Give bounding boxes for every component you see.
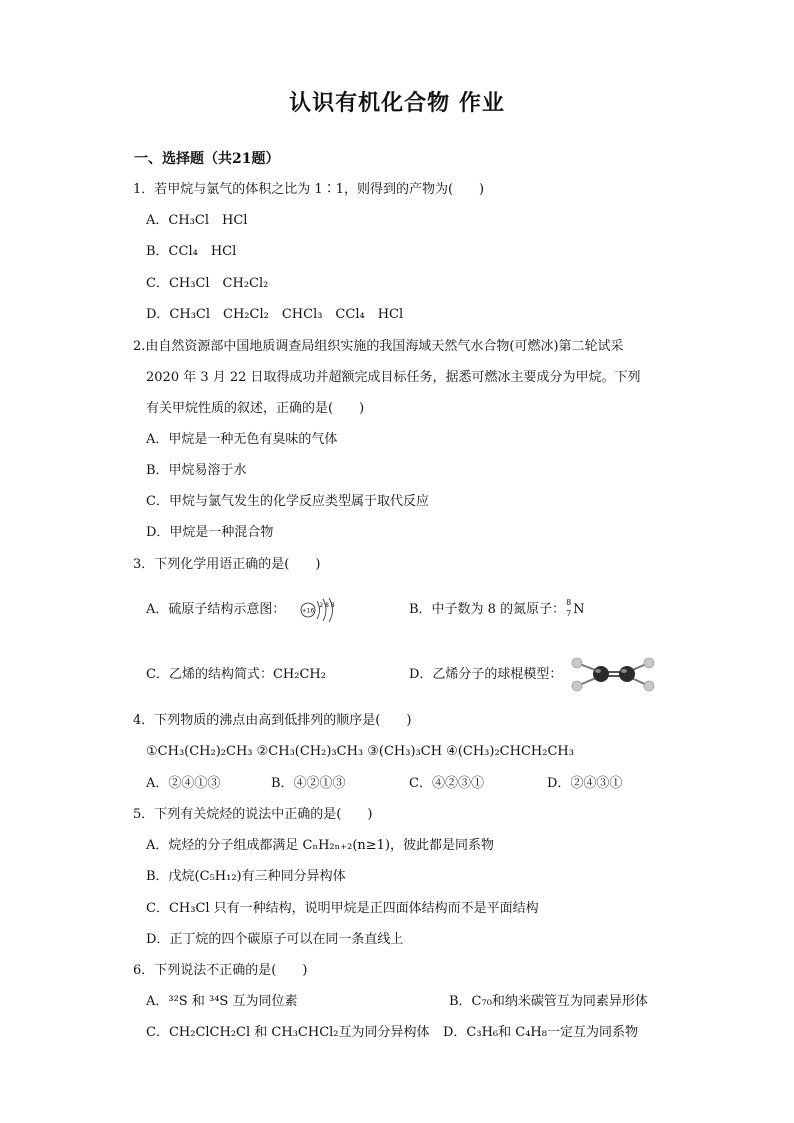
ethene-ball-stick-model-icon (569, 653, 659, 695)
question-6-option-a: A．³²S 和 ³⁴S 互为同位素 (146, 994, 298, 1009)
question-2-option-d: D．甲烷是一种混合物 (146, 525, 274, 540)
question-1-option-c: C．CH₃Cl CH₂Cl₂ (146, 276, 269, 291)
carbon-highlight (595, 669, 601, 673)
question-2-option-b: B．甲烷易溶于水 (146, 463, 247, 478)
question-5-stem: 5．下列有关烷烃的说法中正确的是( ) (133, 807, 373, 822)
question-3-option-a: A．硫原子结构示意图： (146, 602, 286, 617)
question-2-line-1: 2.由自然资源部中国地质调查局组织实施的我国海域天然气水合物(可燃冰)第二轮试采 (133, 339, 624, 354)
hydrogen-ball (572, 681, 582, 691)
question-2-option-a: A．甲烷是一种无色有臭味的气体 (146, 432, 338, 447)
question-1-option-b: B．CCl₄ HCl (146, 244, 237, 259)
question-4-option-b: B．④②①③ (271, 776, 346, 791)
question-2-line-3: 有关甲烷性质的叙述，正确的是( ) (146, 401, 365, 416)
nuclide-notation (565, 598, 573, 618)
question-4-option-a: A．②④①③ (146, 776, 221, 791)
question-6-option-d: D．C₃H₆和 C₄H₈一定互为同系物 (443, 1025, 638, 1040)
shell-electrons: 2 8 8 (319, 602, 335, 609)
question-1-stem: 1．若甲烷与氯气的体积之比为 1∶1，则得到的产物为( ) (133, 182, 485, 197)
carbon-highlight (621, 669, 627, 673)
element-symbol: N (573, 602, 585, 617)
question-5-option-a: A．烷烃的分子组成都满足 CₙH₂ₙ₊₂(n≥1)，彼此都是同系物 (146, 838, 495, 853)
question-5-option-c: C．CH₃Cl 只有一种结构，说明甲烷是正四面体结构而不是平面结构 (146, 901, 539, 916)
question-1-option-d: D．CH₃Cl CH₂Cl₂ CHCl₃ CCl₄ HCl (146, 307, 404, 322)
question-1-option-a: A．CH₃Cl HCl (146, 213, 248, 228)
hydrogen-ball (572, 658, 582, 668)
question-2-option-c: C．甲烷与氯气发生的化学反应类型属于取代反应 (146, 494, 429, 509)
sulfur-atom-structure-icon (299, 597, 339, 623)
question-4-compounds: ①CH₃(CH₂)₂CH₃ ②CH₃(CH₂)₃CH₃ ③(CH₃)₃CH ④(CH₃)₂CHCH₂CH₃ (146, 744, 574, 759)
question-5-option-d: D．正丁烷的四个碳原子可以在同一条直线上 (146, 932, 404, 947)
nucleus-charge: +16 (301, 607, 315, 615)
question-2-line-2: 2020 年 3 月 22 日取得成功并超额完成目标任务，据悉可燃冰主要成分为甲烷。下列 (146, 370, 641, 385)
question-6-option-c: C．CH₂ClCH₂Cl 和 CH₃CHCl₂互为同分异构体 (146, 1025, 430, 1040)
question-6-stem: 6．下列说法不正确的是( ) (133, 963, 308, 978)
section-heading: 一、选择题（共21题） (134, 151, 280, 167)
carbon-ball (593, 666, 609, 682)
question-6-option-b: B．C₇₀和纳米碳管互为同素异形体 (449, 994, 648, 1009)
hydrogen-ball (644, 658, 654, 668)
question-4-stem: 4．下列物质的沸点由高到低排列的顺序是( ) (133, 713, 412, 728)
atomic-number: 7 (566, 609, 572, 618)
question-3-option-b-text: B．中子数为 8 的氮原子： (409, 602, 566, 617)
question-5-option-b: B．戊烷(C₅H₁₂)有三种同分异构体 (146, 869, 346, 884)
question-4-option-d: D．②④③① (547, 776, 623, 791)
question-3-option-b (409, 598, 585, 618)
question-4-option-c: C．④②③① (409, 776, 484, 791)
carbon-ball (619, 666, 635, 682)
question-3-option-d: D．乙烯分子的球棍模型： (409, 667, 563, 682)
mass-number: 8 (566, 598, 572, 607)
question-3-stem: 3．下列化学用语正确的是( ) (133, 557, 321, 572)
page-title: 认识有机化合物 作业 (289, 90, 505, 116)
question-3-option-c: C．乙烯的结构简式：CH₂CH₂ (146, 667, 326, 682)
hydrogen-ball (644, 681, 654, 691)
